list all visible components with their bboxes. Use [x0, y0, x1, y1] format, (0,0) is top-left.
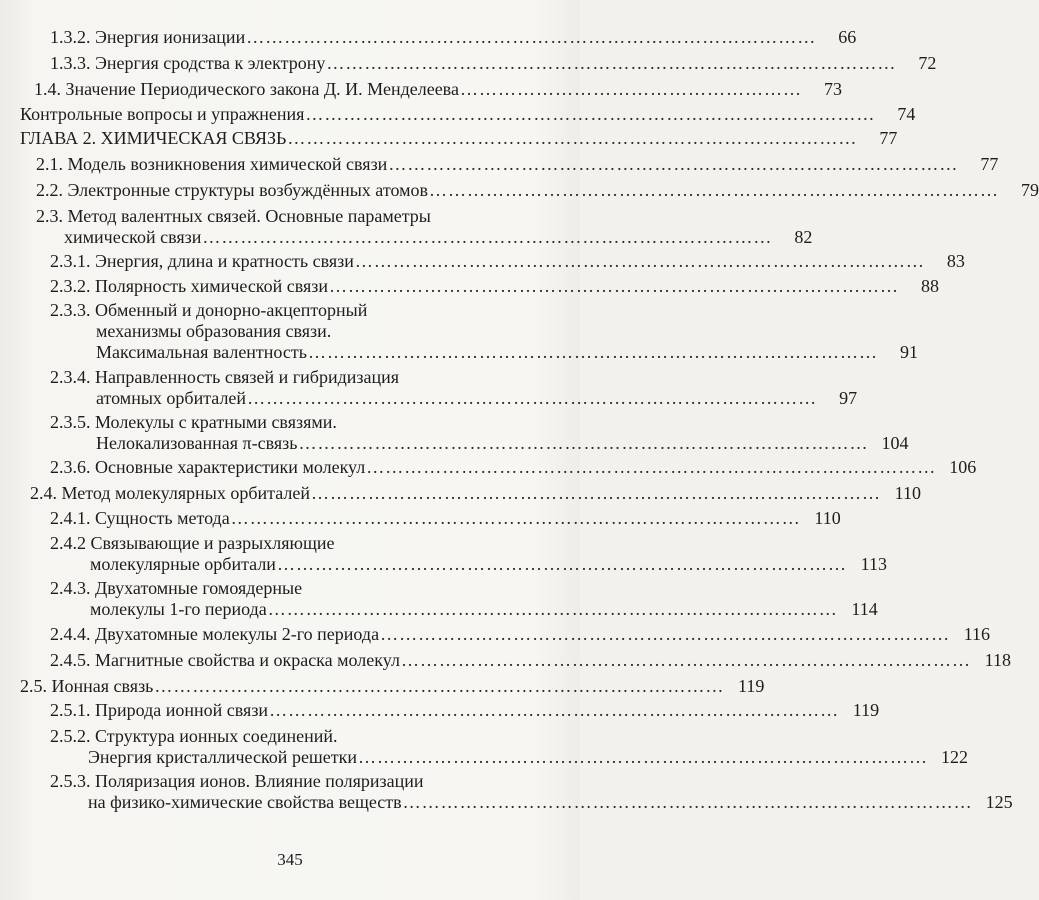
toc-entry-title: 2.1. Модель возникновения химической связи [36, 154, 388, 174]
toc-entry [0, 206, 813, 248]
leader-dots: ……………………………………………………………………………… [400, 650, 971, 670]
leader-dots: ……………………………………………………………………………… [310, 483, 881, 503]
leader-dots: ……………………………………………………………………………… [358, 747, 929, 767]
toc-entry [0, 154, 999, 175]
leader-dots: ……………………………………………………………………………… [402, 792, 973, 812]
toc-entry-title: 2.3.4. Направленность связей и гибридизация [50, 367, 400, 387]
toc-page-number: 119 [738, 676, 765, 696]
toc-entry-continuation: на физико-химические свойства веществ [88, 792, 402, 812]
toc-entry [0, 457, 977, 478]
leader-dots: ……………………………………………………………………………… [267, 599, 838, 619]
toc-entry-title: 2.3.5. Молекулы с кратными связями. [50, 412, 337, 432]
toc-page-number: 91 [899, 342, 918, 362]
leader-dots: ……………………………………………………………………………… [307, 342, 878, 362]
toc-entry [0, 79, 842, 100]
leader-dots: ……………………………………………………………………………… [287, 128, 858, 148]
toc-entry [0, 483, 921, 504]
toc-entry-title: 1.4. Значение Периодического закона Д. И. Менделеева [34, 79, 459, 99]
toc-page-number: 74 [897, 104, 916, 124]
leader-dots: ……………………………………………………………………………… [276, 554, 847, 574]
toc-entry-title: 2.3.1. Энергия, длина и кратность связи [50, 251, 354, 271]
toc-page-number: 114 [851, 599, 878, 619]
leader-dots: ……………………………………………………………………………… [429, 180, 999, 200]
toc-entry-continuation: молекулярные орбитали [90, 554, 276, 574]
toc-page-number: 122 [941, 747, 969, 767]
toc-page-number: 77 [980, 154, 999, 174]
toc-page-number: 82 [794, 227, 813, 247]
toc-entry-title: 2.4. Метод молекулярных орбиталей [30, 483, 310, 503]
toc-entry-title: 2.3.2. Полярность химической связи [50, 276, 329, 296]
toc-entry-title: 2.5.3. Поляризация ионов. Влияние поляризации [50, 771, 424, 791]
toc-entry-title: 2.5.2. Структура ионных соединений. [50, 726, 338, 746]
leader-dots: ……………………………………………………………………………… [388, 154, 959, 174]
toc-entry-continuation: атомных орбиталей [96, 388, 247, 408]
toc-entry-title: 2.4.5. Магнитные свойства и окраска молекул [50, 650, 400, 670]
toc-entry [0, 624, 991, 645]
toc-entry-title: 2.5.1. Природа ионной связи [50, 700, 269, 720]
toc-entry-title: 2.3.6. Основные характеристики молекул [50, 457, 366, 477]
toc-page-number: 125 [985, 792, 1013, 812]
toc-entry [0, 128, 898, 149]
leader-dots: ……………………………………………………………………………… [329, 276, 900, 296]
toc-page-number: 79 [1021, 180, 1039, 200]
toc-entry [0, 726, 969, 768]
toc-entry [0, 676, 765, 697]
toc-entry-continuation: Максимальная валентность [96, 342, 307, 362]
toc-page-number: 106 [949, 457, 977, 477]
toc-page-number: 113 [860, 554, 887, 574]
leader-dots: ……………………………………………………………………………… [326, 53, 897, 73]
toc-entry [0, 300, 918, 363]
toc-page-number: 77 [879, 128, 898, 148]
page-number: 345 [277, 850, 303, 869]
leader-dots: ……………………………………………………………………………… [202, 227, 773, 247]
toc-entry [0, 53, 937, 74]
toc-page-number: 88 [921, 276, 940, 296]
toc-page-number: 66 [838, 27, 857, 47]
toc-page-number: 72 [918, 53, 937, 73]
toc-entry [0, 700, 880, 721]
toc-entry-title: Контрольные вопросы и упражнения [20, 104, 305, 124]
toc-page-number: 116 [963, 624, 991, 644]
toc-entry-title: 1.3.3. Энергия сродства к электрону [50, 53, 326, 73]
toc-entry [0, 104, 916, 125]
toc-page-number: 119 [852, 700, 880, 720]
toc-entry-continuation: молекулы 1-го периода [90, 599, 267, 619]
toc-entry [0, 578, 878, 620]
toc-entry-continuation: Нелокализованная π-связь [96, 433, 298, 453]
leader-dots: ……………………………………………………………………………… [298, 433, 869, 453]
leader-dots: ……………………………………………………………………………… [247, 388, 818, 408]
toc-page-number: 110 [894, 483, 921, 503]
leader-dots: ……………………………………………………………………………… [305, 104, 876, 124]
toc-entry-title: 2.4.4. Двухатомные молекулы 2-го периода [50, 624, 380, 644]
toc-entry-continuation: химической связи [64, 227, 202, 247]
toc-entry-title: 2.3. Метод валентных связей. Основные параметры [36, 206, 431, 226]
leader-dots: ……………………………………………………………………………… [154, 676, 725, 696]
toc-entry [0, 771, 1013, 813]
toc-page-number: 73 [823, 79, 842, 99]
leader-dots: ……………………………………………………………………………… [230, 508, 801, 528]
toc-page-number: 110 [814, 508, 841, 528]
toc-entry [0, 27, 857, 48]
toc-page-number: 118 [984, 650, 1011, 670]
leader-dots: ……………………………………………… [459, 79, 802, 99]
leader-dots: ……………………………………………………………………………… [269, 700, 840, 720]
toc-page-number: 97 [839, 388, 858, 408]
toc-entry-title: 2.3.3. Обменный и донорно-акцепторный [50, 300, 368, 320]
toc-entry [0, 508, 841, 529]
toc-entry [0, 650, 1011, 671]
toc-entry-continuation: механизмы образования связи. [96, 321, 332, 341]
toc-entry [0, 367, 858, 409]
leader-dots: ……………………………………………………………………………… [354, 251, 925, 271]
leader-dots: ……………………………………………………………………………… [246, 27, 817, 47]
toc-entry-continuation: Энергия кристаллической решетки [88, 747, 358, 767]
leader-dots: ……………………………………………………………………………… [366, 457, 937, 477]
toc-entry-title: 2.2. Электронные структуры возбуждённых атомов [36, 180, 428, 200]
toc-entry-title: 2.4.2 Связывающие и разрыхляющие [50, 533, 335, 553]
toc-entry [0, 533, 887, 575]
toc-entry-title: 2.5. Ионная связь [20, 676, 154, 696]
toc-entry-title: 2.4.1. Сущность метода [50, 508, 230, 528]
toc-entry-title: 1.3.2. Энергия ионизации [50, 27, 246, 47]
toc-entry [0, 276, 940, 297]
toc-entry-title: ГЛАВА 2. ХИМИЧЕСКАЯ СВЯЗЬ [20, 128, 287, 148]
leader-dots: ……………………………………………………………………………… [380, 624, 951, 644]
toc-entry-title: 2.4.3. Двухатомные гомоядерные [50, 578, 303, 598]
toc-entry [0, 251, 965, 272]
toc-page-number: 104 [881, 433, 909, 453]
toc-entry [0, 412, 909, 454]
toc-page-number: 83 [946, 251, 965, 271]
toc-entry [0, 180, 1039, 201]
